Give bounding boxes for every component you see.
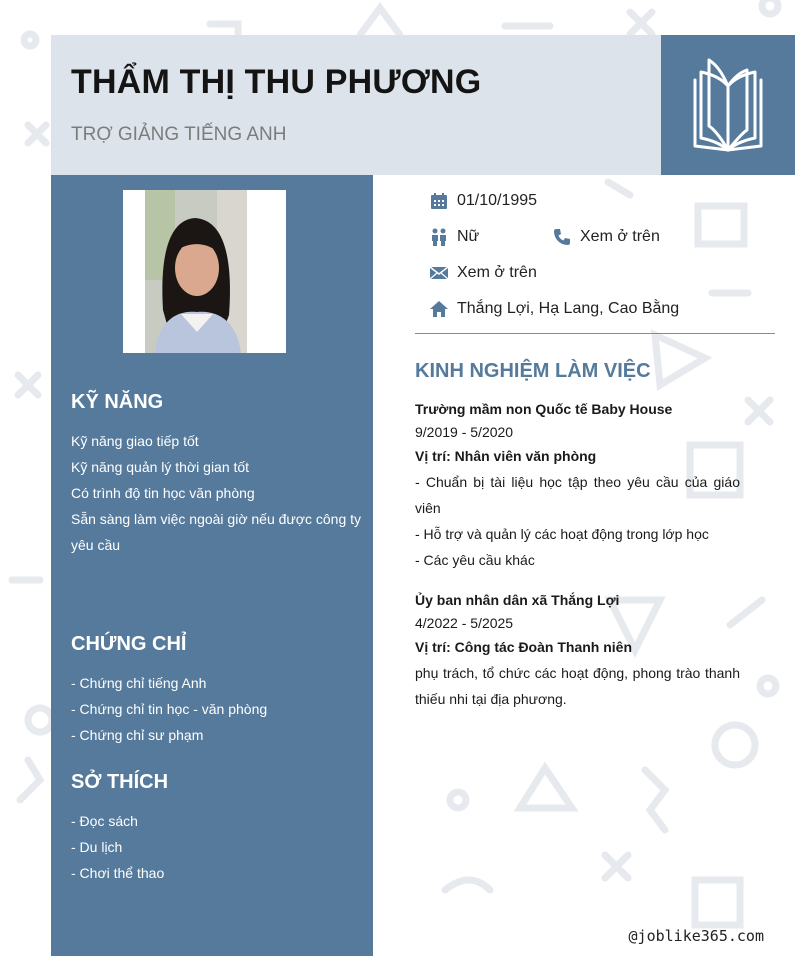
phone-row — [552, 227, 660, 247]
certificates-list — [71, 670, 366, 748]
list-item: - Chơi thể thao — [71, 865, 165, 881]
birthdate-value: 01/10/1995 — [457, 192, 538, 209]
certificates-heading: CHỨNG CHỈ — [71, 633, 187, 655]
list-item: Kỹ năng giao tiếp tốt — [71, 433, 199, 449]
list-item: - Chứng chỉ tin học - văn phòng — [71, 701, 268, 717]
job-position: Vị trí: Nhân viên văn phòng — [415, 448, 597, 464]
profile-photo — [145, 190, 247, 353]
work-period: 4/2022 - 5/2025 — [415, 615, 514, 631]
header-banner — [51, 35, 661, 175]
hobbies-list — [71, 808, 366, 886]
list-item: Kỹ năng quản lý thời gian tốt — [71, 459, 250, 475]
phone-icon — [552, 227, 572, 247]
job-description — [415, 469, 740, 573]
candidate-name: THẨM THỊ THU PHƯƠNG — [71, 63, 482, 101]
calendar-icon — [429, 191, 449, 211]
experience-item — [415, 588, 740, 712]
skills-heading: KỸ NĂNG — [71, 391, 164, 413]
list-item: - Chứng chỉ sư phạm — [71, 727, 204, 743]
organization-name: Trường mầm non Quốc tế Baby House — [415, 401, 673, 417]
gender-row — [429, 227, 479, 247]
envelope-icon — [429, 263, 449, 283]
list-item: - Du lịch — [71, 839, 123, 855]
list-item: Có trình độ tin học văn phòng — [71, 485, 255, 501]
home-icon — [429, 299, 449, 319]
people-icon — [429, 227, 449, 247]
experience-item — [415, 397, 740, 573]
address-value: Thắng Lợi, Hạ Lang, Cao Bằng — [457, 300, 680, 317]
job-position: Vị trí: Công tác Đoàn Thanh niên — [415, 639, 632, 655]
email-row — [429, 263, 537, 283]
profile-photo-frame — [123, 190, 286, 353]
description-line: - Chuẩn bị tài liệu học tập theo yêu cầu của giáo viên — [415, 474, 740, 516]
job-title: TRỢ GIẢNG TIẾNG ANH — [71, 124, 287, 145]
list-item: - Chứng chỉ tiếng Anh — [71, 675, 207, 691]
description-line: phụ trách, tổ chức các hoạt động, phong trào thanh thiếu nhi tại địa phương. — [415, 665, 740, 707]
hobbies-heading: SỞ THÍCH — [71, 771, 169, 793]
job-description — [415, 660, 740, 712]
work-period: 9/2019 - 5/2020 — [415, 424, 514, 440]
gender-value: Nữ — [457, 228, 480, 245]
watermark: @joblike365.com — [628, 927, 764, 945]
description-line: - Các yêu cầu khác — [415, 552, 535, 568]
experience-heading: KINH NGHIỆM LÀM VIỆC — [415, 360, 651, 382]
list-item: - Đọc sách — [71, 813, 138, 829]
list-item: Sẵn sàng làm việc ngoài giờ nếu được công ty yêu cầu — [71, 511, 362, 553]
divider — [415, 333, 775, 334]
organization-name: Ủy ban nhân dân xã Thắng Lợi — [415, 592, 620, 608]
address-row — [429, 299, 679, 319]
description-line: - Hỗ trợ và quản lý các hoạt động trong lớp học — [415, 526, 709, 542]
phone-value: Xem ở trên — [580, 228, 660, 245]
logo-box — [661, 35, 795, 175]
sidebar — [51, 175, 373, 956]
skills-list — [71, 428, 366, 558]
open-book-icon — [681, 58, 775, 152]
email-value: Xem ở trên — [457, 264, 537, 281]
birthdate-row — [429, 191, 537, 211]
